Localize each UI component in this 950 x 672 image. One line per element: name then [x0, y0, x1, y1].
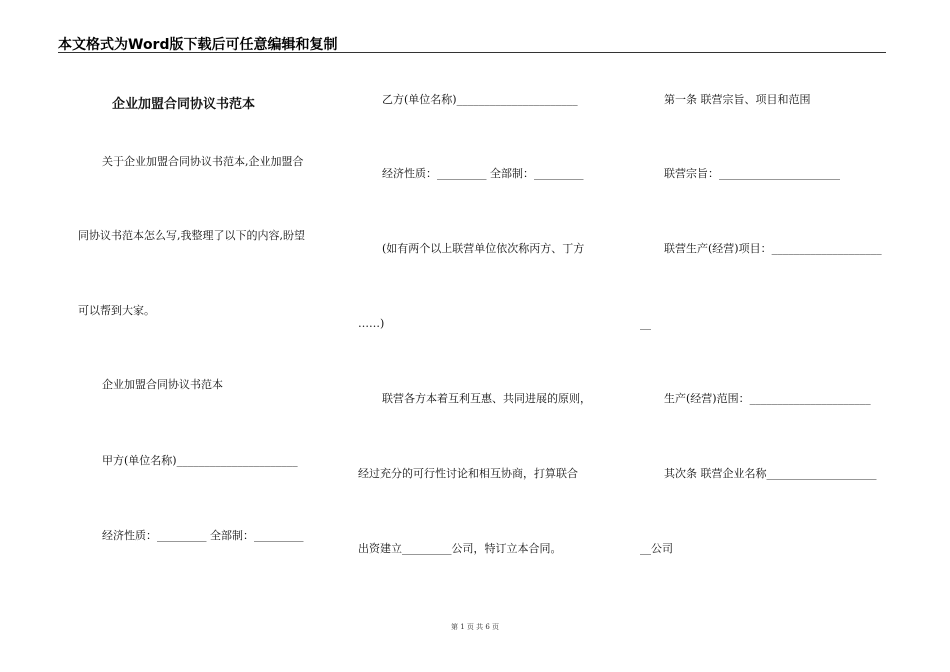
col2-line-2: 经济性质：_________ 全部制：_________: [382, 167, 584, 180]
document-title: 企业加盟合同协议书范本: [112, 97, 256, 112]
col2-line-6: 经过充分的可行性讨论和相互协商，打算联合: [358, 467, 578, 480]
col2-line-4: ……): [358, 317, 385, 330]
col3-line-3: 联营生产(经营)项目：____________________: [664, 242, 882, 255]
col2-line-7: 出资建立_________公司，特订立本合同。: [358, 542, 562, 555]
col1-line-6: 经济性质：_________ 全部制：_________: [102, 529, 304, 542]
col1-line-5: 甲方(单位名称)______________________: [102, 454, 298, 467]
col2-line-3: (如有两个以上联营单位依次称丙方、丁方: [382, 242, 585, 255]
col3-line-2: 联营宗旨：______________________: [664, 167, 840, 180]
col1-line-2: 同协议书范本怎么写,我整理了以下的内容,盼望: [78, 229, 305, 242]
page-footer: [0, 622, 950, 632]
col3-line-6: 其次条 联营企业名称____________________: [664, 467, 877, 480]
header-rule: [58, 52, 886, 53]
col1-line-3: 可以帮到大家。: [78, 304, 155, 317]
col2-line-1: 乙方(单位名称)______________________: [382, 93, 578, 106]
col3-line-5: 生产(经营)范围：______________________: [664, 392, 871, 405]
col3-line-1: 第一条 联营宗旨、项目和范围: [664, 93, 811, 106]
col2-line-5: 联营各方本着互利互惠、共同进展的原则，: [382, 392, 591, 405]
col1-line-4: 企业加盟合同协议书范本: [102, 378, 223, 391]
col3-line-4: __: [640, 317, 651, 330]
col3-line-7: __公司: [640, 542, 673, 555]
col1-line-1: 关于企业加盟合同协议书范本,企业加盟合: [102, 155, 304, 168]
page-number: 第 1 页 共 6 页: [450, 623, 500, 631]
page-header-title: 本文格式为Word版下载后可任意编辑和复制: [58, 37, 338, 53]
